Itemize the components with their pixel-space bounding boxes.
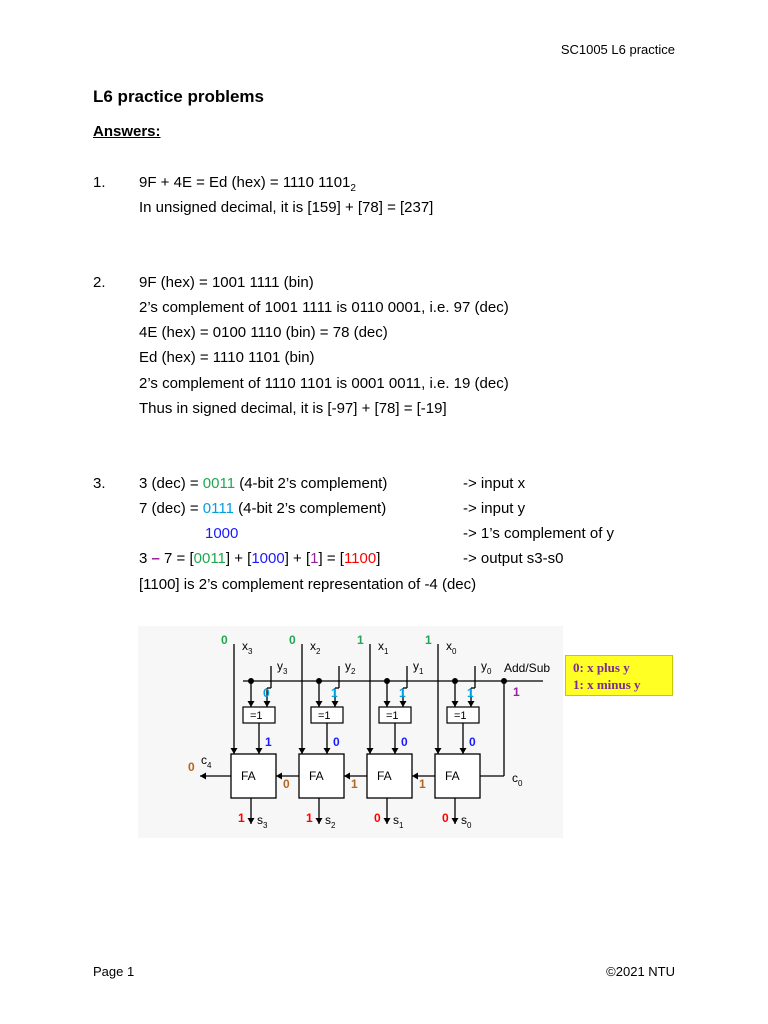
y-label: $y_3$ — [277, 659, 288, 676]
x-label-sub: 2 — [316, 647, 321, 656]
sum-bit: 0 — [442, 811, 449, 825]
adder-subtractor-diagram — [138, 626, 563, 838]
x-input-arrow — [367, 748, 374, 754]
c4-arrow — [200, 773, 206, 780]
q2-line: 2’s complement of 1110 1101 is 0001 0011, i.e. 19 (dec) — [139, 375, 509, 392]
x-label: $x_0$ — [446, 639, 457, 656]
y-label: $y_2$ — [345, 659, 356, 676]
fa-y-arrow — [392, 748, 399, 754]
junction-dot — [384, 678, 390, 684]
q3-r2-post: (4-bit 2’s complement) — [233, 500, 387, 517]
full-adder-label: FA — [309, 769, 324, 783]
q3-r4-a: 3 — [139, 550, 152, 567]
xor-gate-label: =1 — [318, 710, 331, 722]
sum-arrow — [316, 818, 323, 824]
x-bit: 1 — [425, 633, 432, 647]
legend-line-1: 0: x plus y — [573, 660, 630, 675]
x-bit: 0 — [221, 633, 228, 647]
q3-r4-v2: 1000 — [251, 550, 285, 567]
q2-number: 2. — [93, 274, 106, 291]
q3-r1-note: -> input x — [463, 475, 526, 492]
q3-r4-minus: – — [151, 550, 160, 567]
sum-label-sub: 0 — [467, 821, 472, 830]
q3-r4-d: ] + [ — [284, 550, 311, 567]
x-label: $x_3$ — [242, 639, 253, 656]
xor-ctrl-arrow — [248, 701, 255, 707]
q1-line-2: In unsigned decimal, it is [159] + [78] = [237] — [139, 199, 434, 216]
x-input-arrow — [435, 748, 442, 754]
x-label-sub: 3 — [248, 647, 253, 656]
junction-dot — [248, 678, 254, 684]
inverted-y-bit: 1 — [265, 735, 272, 749]
q2-line: 4E (hex) = 0100 1110 (bin) = 78 (dec) — [139, 324, 388, 341]
q3-r4-v1: 0011 — [193, 550, 226, 567]
carry-bit: 1 — [419, 777, 426, 791]
footer-page: Page 1 — [93, 964, 135, 979]
xor-in-arrow — [400, 701, 407, 707]
q3-r4-v4: 1100 — [343, 550, 377, 567]
q3-r4-f: ] — [376, 550, 381, 567]
q3-row-5: [1100] is 2’s complement representation of -4 (dec) — [139, 576, 477, 593]
xor-gate-label: =1 — [386, 710, 399, 722]
y-label-sub: 2 — [351, 667, 356, 676]
q3-r4-note: -> output s3-s0 — [463, 550, 564, 567]
q3-r2-value: 0111 — [202, 500, 234, 517]
xor-in-arrow — [264, 701, 271, 707]
xor-gate-label: =1 — [454, 710, 467, 722]
q2-line: Thus in signed decimal, it is [-97] + [78] = [-19] — [139, 400, 447, 417]
answers-heading: Answers: — [93, 123, 161, 140]
sum-label: $s_3$ — [257, 813, 268, 830]
sum-arrow — [452, 818, 459, 824]
y-bit: 1 — [467, 686, 474, 700]
y-bit: 0 — [263, 686, 270, 700]
full-adder-label: FA — [377, 769, 392, 783]
junction-dot — [316, 678, 322, 684]
y-label-sub: 0 — [487, 667, 492, 676]
q3-r2-note: -> input y — [463, 500, 526, 517]
fa-y-arrow — [460, 748, 467, 754]
c4-label-sub: 4 — [207, 761, 212, 770]
sum-label-sub: 3 — [263, 821, 268, 830]
q3-r4-v3: 1 — [310, 550, 319, 567]
xor-in-arrow — [468, 701, 475, 707]
c4-label: $c_4$ — [201, 753, 212, 770]
q1-line-1-text: 9F + 4E = Ed (hex) = 1110 1101 — [139, 174, 351, 191]
q3-r1-pre: 3 (dec) = — [139, 475, 203, 492]
x-input-arrow — [231, 748, 238, 754]
legend-line-2: 1: x minus y — [573, 677, 641, 692]
xor-gate-label: =1 — [250, 710, 263, 722]
x-input-arrow — [299, 748, 306, 754]
x-label-sub: 0 — [452, 647, 457, 656]
fa-y-arrow — [256, 748, 263, 754]
sum-arrow — [384, 818, 391, 824]
x-label: $x_1$ — [378, 639, 389, 656]
q3-number: 3. — [93, 475, 106, 492]
xor-ctrl-arrow — [452, 701, 459, 707]
xor-ctrl-arrow — [316, 701, 323, 707]
y-label: $y_1$ — [413, 659, 424, 676]
inverted-y-bit: 0 — [333, 735, 340, 749]
inverted-y-bit: 0 — [401, 735, 408, 749]
c0-label: $c_0$ — [512, 771, 523, 788]
sum-bit: 1 — [306, 811, 313, 825]
full-adder-label: FA — [445, 769, 460, 783]
q3-r2-pre: 7 (dec) = — [139, 500, 203, 517]
q1-line-1 — [139, 174, 356, 194]
header-course-label: SC1005 L6 practice — [560, 42, 675, 57]
carry-arrow — [344, 773, 350, 780]
y-bit: 1 — [399, 686, 406, 700]
c0-label-sub: 0 — [518, 779, 523, 788]
y-label: $y_0$ — [481, 659, 492, 676]
sum-arrow — [248, 818, 255, 824]
junction-dot — [501, 678, 507, 684]
carry-bit: 1 — [351, 777, 358, 791]
q2-line: Ed (hex) = 1110 1101 (bin) — [139, 349, 315, 366]
sum-bit: 0 — [374, 811, 381, 825]
x-bit: 0 — [289, 633, 296, 647]
q3-row-1 — [139, 475, 387, 492]
add-sub-label: Add/Sub — [504, 661, 551, 675]
carry-bit: 0 — [283, 777, 290, 791]
x-label: $x_2$ — [310, 639, 321, 656]
q3-row-4 — [139, 550, 380, 567]
x-bit: 1 — [357, 633, 364, 647]
c4-bit: 0 — [188, 760, 195, 774]
sum-bit: 1 — [238, 811, 245, 825]
inverted-y-bit: 0 — [469, 735, 476, 749]
q3-r4-c: ] + [ — [225, 550, 252, 567]
y-label-sub: 3 — [283, 667, 288, 676]
q3-r4-e: ] = [ — [318, 550, 344, 567]
fa-y-arrow — [324, 748, 331, 754]
circuit-svg — [138, 626, 563, 838]
q3-r1-value: 0011 — [202, 475, 236, 492]
sum-label-sub: 2 — [331, 821, 336, 830]
sum-label: $s_2$ — [325, 813, 336, 830]
junction-dot — [452, 678, 458, 684]
carry-arrow — [276, 773, 282, 780]
carry-arrow — [412, 773, 418, 780]
q2-line: 9F (hex) = 1001 1111 (bin) — [139, 274, 314, 291]
q3-r3-note: -> 1’s complement of y — [463, 525, 615, 542]
legend-box — [565, 655, 673, 696]
x-label-sub: 1 — [384, 647, 389, 656]
page-title: L6 practice problems — [93, 87, 265, 106]
y-label-sub: 1 — [419, 667, 424, 676]
q1-number: 1. — [93, 174, 106, 191]
sum-label-sub: 1 — [399, 821, 404, 830]
sum-label: $s_1$ — [393, 813, 404, 830]
sum-label: $s_0$ — [461, 813, 472, 830]
xor-in-arrow — [332, 701, 339, 707]
xor-ctrl-arrow — [384, 701, 391, 707]
q1-subscript: 2 — [350, 183, 356, 194]
full-adder-label: FA — [241, 769, 256, 783]
q3-row-2 — [139, 500, 386, 517]
y-bit: 1 — [331, 686, 338, 700]
q2-line: 2’s complement of 1001 1111 is 0110 0001, i.e. 97 (dec) — [139, 299, 509, 316]
q3-r4-b: 7 = [ — [159, 550, 194, 567]
footer-copyright: ©2021 NTU — [606, 964, 675, 979]
add-sub-bit: 1 — [513, 685, 520, 699]
q3-r3-value: 1000 — [205, 525, 239, 542]
q3-r1-post: (4-bit 2’s complement) — [235, 475, 388, 492]
